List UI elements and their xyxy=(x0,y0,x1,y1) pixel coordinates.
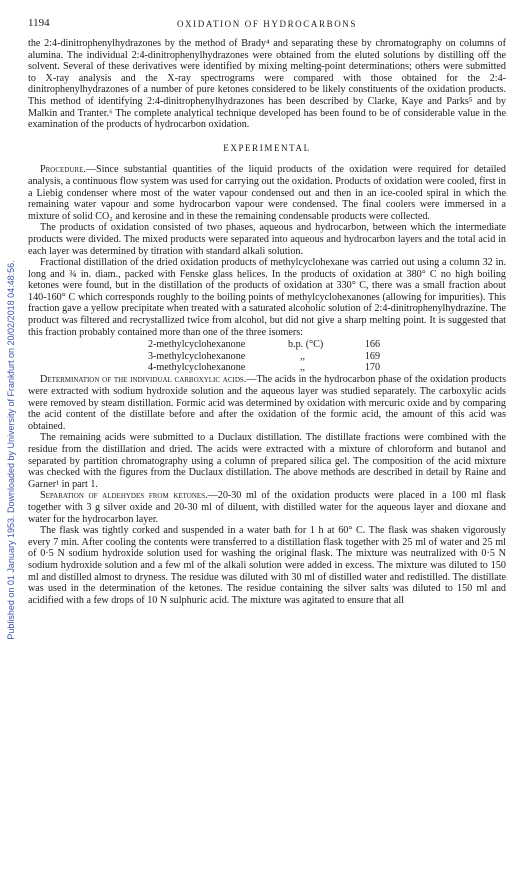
procedure-paragraph xyxy=(28,164,506,222)
intro-paragraph: the 2:4-dinitrophenylhydrazones by the method of Brady⁴ and separating these by chromatography on columns of alumina. The individual 2:4-dinitrophenylhydrazones were obtained from the eluted solutions by distilling off the solvent. Several of these derivatives were identified by mixing melting-point determinations; others were submitted to X-ray analysis and the X-ray spectrograms were compared with those obtained for the 2:4-dinitrophenylhydrazones of a number of pure ketones considered to be likely constituents of the oxidation products. This method of identifying 2:4-dinitrophenylhydrazones has been described by Clarke, Kaye and Parks⁵ and by Malkin and Tranter.⁶ The complete analytical technique developed has been found to be of considerable value in the examination of the products of hydrocarbon oxidation. xyxy=(28,38,506,131)
isomer-bp-label: b.p. (°C) xyxy=(288,339,324,351)
isomer-bp-label: ,, xyxy=(300,350,306,362)
carboxylic-acids-paragraph xyxy=(28,374,506,432)
journal-page xyxy=(28,16,506,606)
aldehydes-text: —20-30 ml of the oxidation products were placed in a 100 ml flask together with 3 g silver oxide and 20-30 ml of diluent, with distilled water for the aqueous layer and dioxane and water for the hydrocarbon layer. xyxy=(28,490,506,525)
aldehydes-label: Separation of aldehydes from ketones. xyxy=(40,490,208,502)
isomer-name: 4-methylcyclohexanone xyxy=(148,362,246,374)
isomer-row xyxy=(148,362,380,373)
isomer-bp-label: ,, xyxy=(300,362,306,374)
isomer-bp-value: 166 xyxy=(364,339,380,351)
phases-paragraph: The products of oxidation consisted of two phases, aqueous and hydrocarbon, between which the intermediate products were divided. The mixed products were separated into aqueous and hydrocarbon layers and the total acid in each layer was determined by titration with standard alkali solution. xyxy=(28,222,506,257)
isomer-table xyxy=(148,339,380,373)
isomer-name: 3-methylcyclohexanone xyxy=(148,350,246,362)
isomer-name: 2-methylcyclohexanone xyxy=(148,339,246,351)
aldehydes-paragraph xyxy=(28,490,506,525)
duclaux-paragraph: The remaining acids were submitted to a Duclaux distillation. The distillate fractions were combined with the residue from the distillation and dried. The acids were extracted with a mixture of chloroform and butanol and separated by partition chromatography using a column of prepared silica gel. The composition of the acid mixture was checked with the figures from the Duclaux distillation. The above methods are described in detail by Raine and Garner¹ in part 1. xyxy=(28,432,506,490)
isomer-row xyxy=(148,351,380,362)
isomer-bp-value: 170 xyxy=(364,362,380,374)
fractional-distillation-paragraph: Fractional distillation of the dried oxidation products of methylcyclohexane was carried out using a column 32 in. long and ¾ in. diam., packed with Fenske glass helices. In the products of oxidation at 380° C no high boiling ketones were found, but in the distillation of the products of oxidation at 330° C, there was a small fraction about 140-160° C which corresponds roughly to the boiling points of methylcyclohexanones (allowing for impurities). This fraction gave a yellow precipitate when treated with a saturated alcoholic solution of 2:4-dinitrophenylhydrazine. The product was filtered and recrystallized twice from alcohol, but did not give a sharp melting point. It is suggested that this fraction probably contained more than one of the three isomers: xyxy=(28,257,506,338)
procedure-text: —Since substantial quantities of the liquid products of the oxidation were required for detailed analysis, a continuous flow system was used for carrying out the oxidation. Products of oxidation were cooled, first in a Liebig condenser where most of the water vapour condensed out and then in an ice-cooled spiral in which the remaining water vapour and some hydrocarbon vapour were condensed. The final coolers were immersed in a mixture of solid CO₂ and kerosine and in these the remaining condensable products were collected. xyxy=(28,164,506,222)
publication-side-note-text: Published on 01 January 1953. Downloaded by University of Frankfurt on 20/02/2018 04:48:56. xyxy=(6,260,16,640)
running-title: OXIDATION OF HYDROCARBONS xyxy=(176,19,357,29)
page-number: 1194 xyxy=(28,17,50,29)
procedure-label: Procedure. xyxy=(40,164,86,176)
section-heading: EXPERIMENTAL xyxy=(223,142,311,153)
carboxylic-label: Determination of the individual carboxylic acids. xyxy=(40,374,247,386)
carboxylic-text: —The acids in the hydrocarbon phase of the oxidation products were extracted with sodium hydroxide solution and the aqueous layer was studied separately. The carboxylic acids were removed by steam distillation. Formic acid was determined by oxidation with mercuric oxide and by comparing the acid content of the distillate before and after the oxidation of the formic acid, the amount of this acid was obtained. xyxy=(28,374,507,432)
running-head xyxy=(28,16,506,38)
isomer-row xyxy=(148,339,380,350)
flask-paragraph: The flask was tightly corked and suspended in a water bath for 1 h at 60° C. The flask was shaken vigorously every 7 min. After cooling the contents were transferred to a distillation flask together with 25 ml of water and 25 ml of 0·5 N sodium hydroxide solution used for washing the original flask. The mixture was neutralized with 0·5 N sodium hydroxide solution and a few ml of the alkali solution were added in excess. The mixture was diluted to 150 ml and distilled almost to dryness. The residue was diluted with 30 ml of distilled water and redistilled. The distillate was used in the determination of the ketones. The residue containing the silver salts was diluted to 150 ml and acidified with a few drops of 10 N sulphuric acid. The mixture was agitated to ensure that all xyxy=(28,525,506,606)
publication-side-note xyxy=(4,150,18,750)
isomer-bp-value: 169 xyxy=(364,350,380,362)
